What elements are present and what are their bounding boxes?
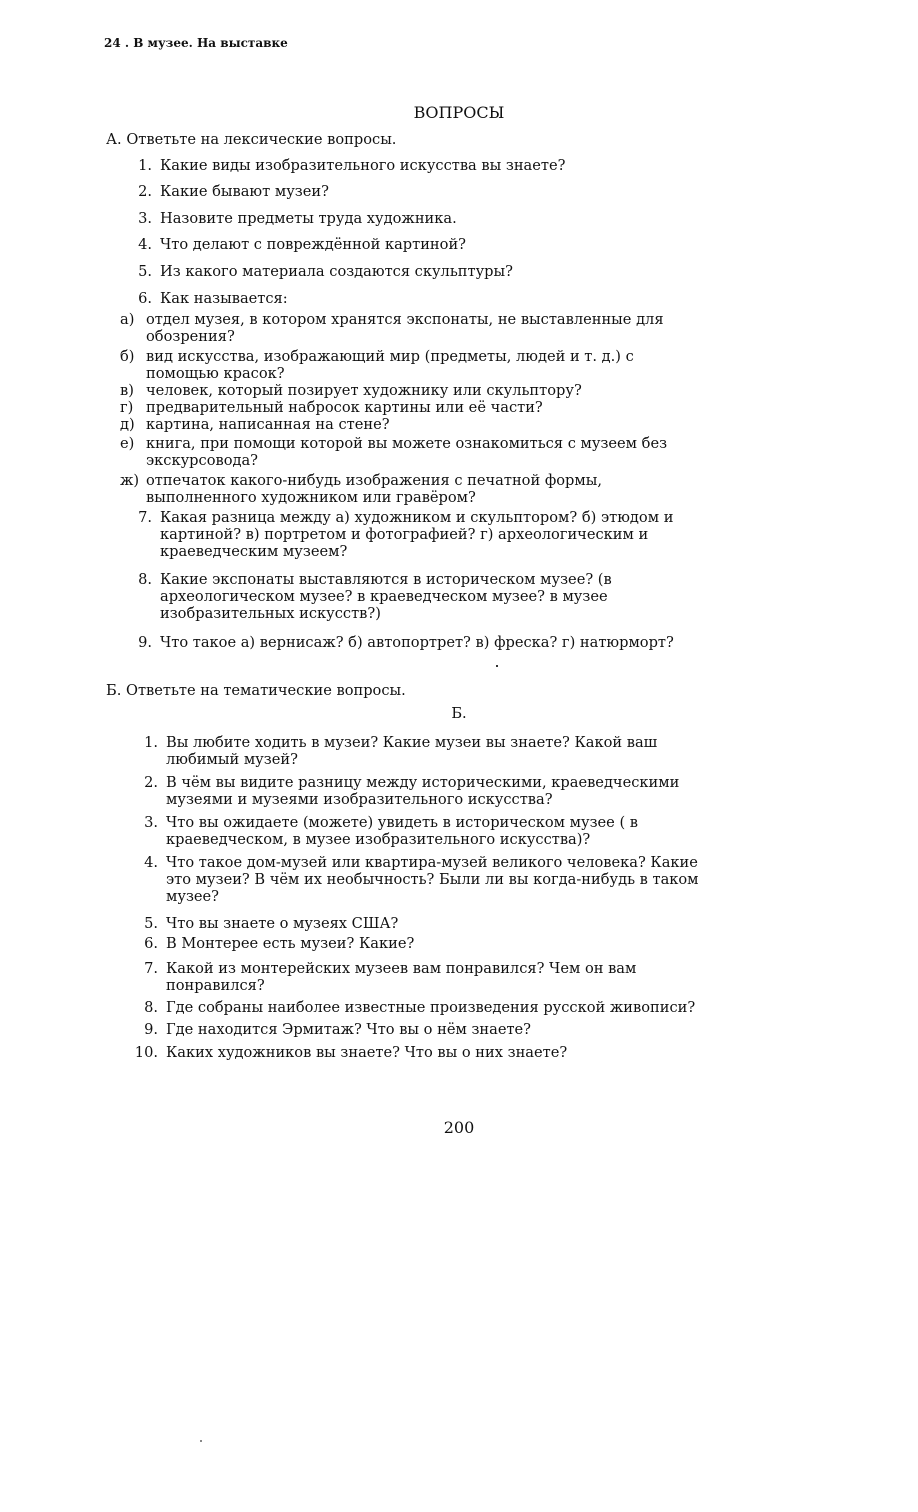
sub-letter: а) bbox=[120, 311, 135, 328]
question-text: Что такое а) вернисаж? б) автопортрет? в) фреска? г) натюрморт? bbox=[160, 634, 674, 651]
question-text: краеведческом, в музее изобразительного искусства)? bbox=[166, 831, 591, 848]
sub-text: выполненного художником или гравёром? bbox=[146, 489, 476, 506]
scan-speck bbox=[200, 1440, 202, 1442]
question-text: краеведческим музеем? bbox=[160, 543, 348, 560]
sub-letter: д) bbox=[120, 416, 135, 433]
running-header: 24 . В музее. На выставке bbox=[104, 36, 288, 50]
sub-text: вид искусства, изображающий мир (предметы, людей и т. д.) с bbox=[146, 348, 634, 365]
question-number: 4. bbox=[138, 236, 152, 253]
sub-letter: ж) bbox=[120, 472, 140, 489]
question-text: Какие экспонаты выставляются в историческом музее? (в bbox=[160, 571, 612, 588]
question-text: Назовите предметы труда художника. bbox=[160, 210, 457, 227]
question-text: музеями и музеями изобразительного искусства? bbox=[166, 791, 553, 808]
question-text: изобразительных искусств?) bbox=[160, 605, 381, 622]
sub-letter: г) bbox=[120, 399, 134, 416]
question-number: 2. bbox=[138, 183, 152, 200]
question-number: 3. bbox=[138, 210, 152, 227]
section-b-subheading: Б. bbox=[451, 705, 467, 722]
sub-text: книга, при помощи которой вы можете ознакомиться с музеем без bbox=[146, 435, 668, 452]
question-number: 6. bbox=[144, 935, 158, 952]
sub-text: отдел музея, в котором хранятся экспонаты, не выставленные для bbox=[146, 311, 664, 328]
question-text: понравился? bbox=[166, 977, 265, 994]
question-number: 7. bbox=[138, 509, 152, 526]
question-number: 1. bbox=[138, 157, 152, 174]
question-text: Какой из монтерейских музеев вам понравился? Чем он вам bbox=[166, 960, 637, 977]
question-text: Как называется: bbox=[160, 290, 288, 307]
question-text: это музеи? В чём их необычность? Были ли вы когда-нибудь в таком bbox=[166, 871, 699, 888]
question-text: Какая разница между а) художником и скульптором? б) этюдом и bbox=[160, 509, 674, 526]
question-text: картиной? в) портретом и фотографией? г) археологическим и bbox=[160, 526, 649, 543]
sub-text: человек, который позирует художнику или скульптору? bbox=[146, 382, 582, 399]
question-text: Каких художников вы знаете? Что вы о них знаете? bbox=[166, 1044, 568, 1061]
question-number: 5. bbox=[144, 915, 158, 932]
question-text: Что вы знаете о музеях США? bbox=[166, 915, 399, 932]
question-number: 2. bbox=[144, 774, 158, 791]
question-text: Какие бывают музеи? bbox=[160, 183, 329, 200]
question-text: Где находится Эрмитаж? Что вы о нём знаете? bbox=[166, 1021, 532, 1038]
sub-text: отпечаток какого-нибудь изображения с печатной формы, bbox=[146, 472, 602, 489]
question-text: Где собраны наиболее известные произведения русской живописи? bbox=[166, 999, 696, 1016]
question-number: 9. bbox=[144, 1021, 158, 1038]
question-number: 3. bbox=[144, 814, 158, 831]
question-text: Что делают с повреждённой картиной? bbox=[160, 236, 466, 253]
question-number: 4. bbox=[144, 854, 158, 871]
page-title: ВОПРОСЫ bbox=[413, 103, 505, 122]
sub-text: обозрения? bbox=[146, 328, 235, 345]
question-number: 6. bbox=[138, 290, 152, 307]
sub-text: помощью красок? bbox=[146, 365, 285, 382]
question-number: 10. bbox=[134, 1044, 158, 1061]
question-text: Вы любите ходить в музеи? Какие музеи вы знаете? Какой ваш bbox=[166, 734, 658, 751]
question-text: Какие виды изобразительного искусства вы знаете? bbox=[160, 157, 566, 174]
sub-text: экскурсовода? bbox=[146, 452, 258, 469]
question-text: археологическом музее? в краеведческом музее? в музее bbox=[160, 588, 608, 605]
page-number: 200 bbox=[443, 1118, 475, 1137]
question-text: музее? bbox=[166, 888, 219, 905]
question-number: 8. bbox=[138, 571, 152, 588]
question-text: Что такое дом-музей или квартира-музей великого человека? Какие bbox=[166, 854, 698, 871]
question-number: 5. bbox=[138, 263, 152, 280]
question-text: Из какого материала создаются скульптуры? bbox=[160, 263, 513, 280]
scan-speck bbox=[496, 665, 498, 667]
sub-letter: е) bbox=[120, 435, 135, 452]
question-text: Что вы ожидаете (можете) увидеть в историческом музее ( в bbox=[166, 814, 639, 831]
question-number: 7. bbox=[144, 960, 158, 977]
section-a-heading: А. Ответьте на лексические вопросы. bbox=[106, 131, 397, 148]
sub-letter: в) bbox=[120, 382, 134, 399]
question-number: 1. bbox=[144, 734, 158, 751]
section-b-heading: Б. Ответьте на тематические вопросы. bbox=[106, 682, 406, 699]
question-number: 9. bbox=[138, 634, 152, 651]
question-text: В Монтерее есть музеи? Какие? bbox=[166, 935, 415, 952]
question-number: 8. bbox=[144, 999, 158, 1016]
sub-text: картина, написанная на стене? bbox=[146, 416, 390, 433]
sub-text: предварительный набросок картины или её части? bbox=[146, 399, 543, 416]
question-text: В чём вы видите разницу между историческими, краеведческими bbox=[166, 774, 680, 791]
sub-letter: б) bbox=[120, 348, 135, 365]
question-text: любимый музей? bbox=[166, 751, 298, 768]
